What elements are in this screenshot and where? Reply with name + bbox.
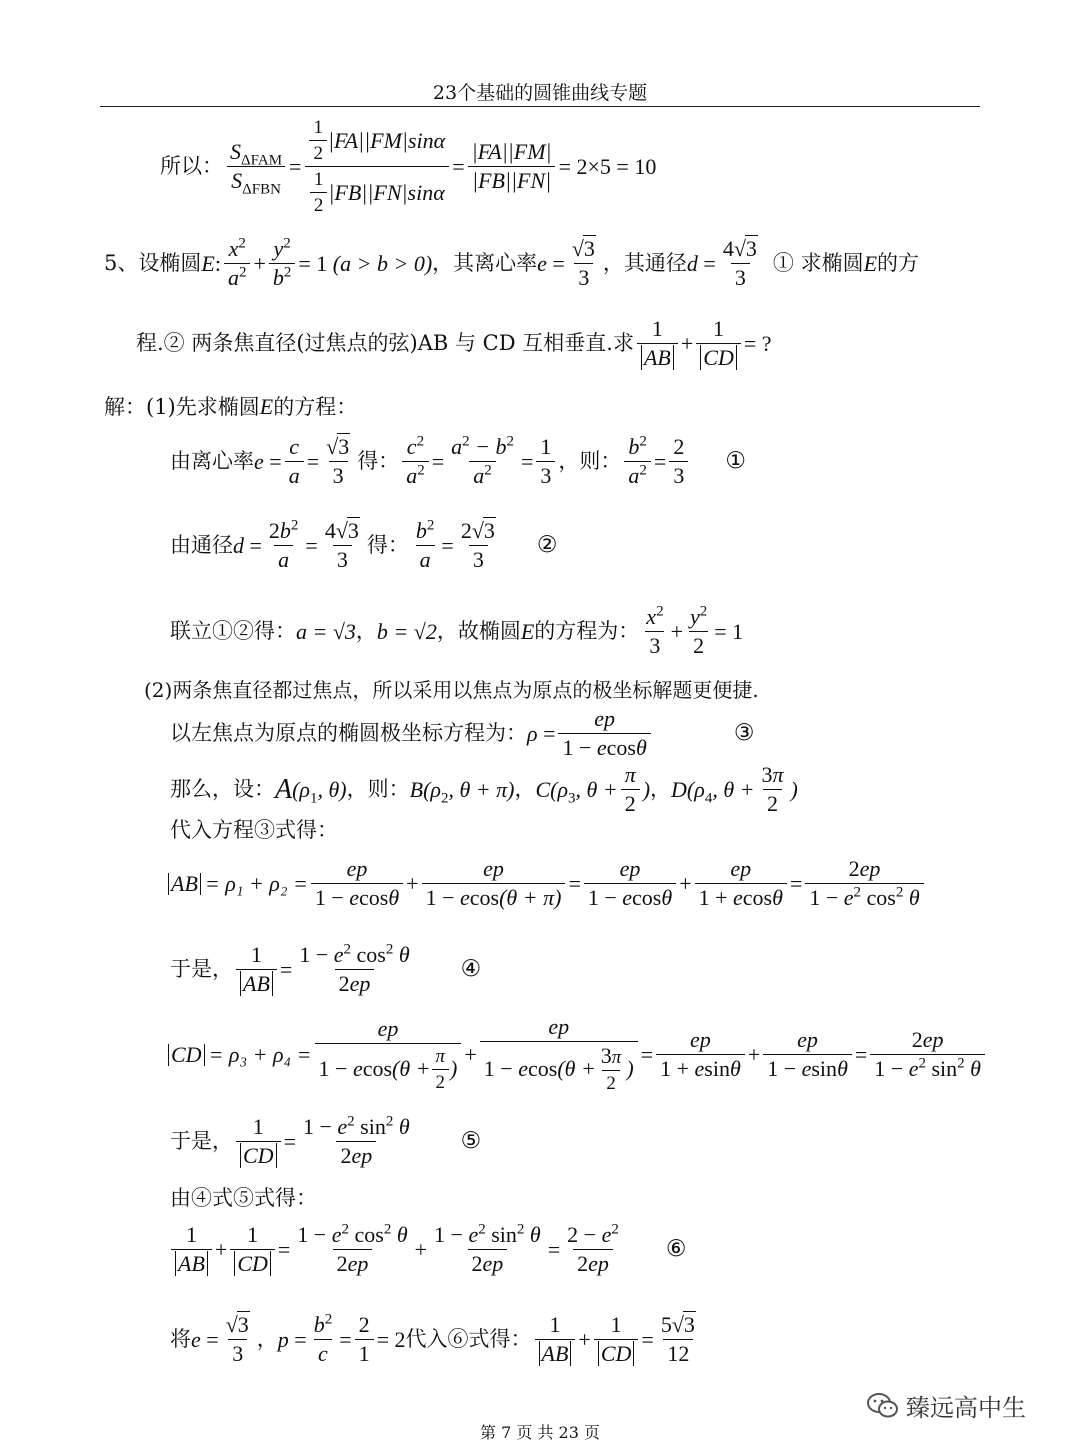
ratio-result: = 2×5 = 10 [558, 153, 657, 179]
solution-intro: 解：(1)先求椭圆 E 的方程： [104, 394, 358, 419]
wechat-icon [866, 1391, 900, 1421]
watermark: 臻远高中生 [866, 1388, 1026, 1423]
final-answer: 将 e = $\frac{√3}{3}$ ， p = $\frac{b^2}{c}$ = $\frac{2}{1}$ = 2 代入⑥式得： $\frac{1}{AB}$ + $\frac{1}{CD}$ = $\frac{5√3}{12}$ [170, 1311, 695, 1366]
from-4-5-label: 由④式⑤式得： [170, 1186, 317, 1210]
marker-2: ② [536, 532, 558, 558]
header-rule [100, 106, 980, 107]
area-ratio-equation: 所以： $\frac{S_{\Delta FAM}}{S_{\Delta FBN}}$ = $\frac{1}{2}$ |FA||FM|sinα $\frac{1}{2}$ |FB||FN|sinα = $\frac{|FA||FM|}{|FB||FN|}$ = 2×5 = 10 [160, 117, 657, 216]
marker-5: ⑤ [460, 1128, 482, 1154]
eccentricity-derivation: 由离心率 e = $\frac{c}{a}$ = $\frac{√3}{3}$ 得： $\frac{c^2}{a^2}$ = $\frac{a^2 - b^2}{a^2}$ = $\frac{1}{3}$ ，则： $\frac{b^2}{a^2}$ = $\frac{2}{3}$ ① [170, 433, 746, 488]
area-ratio-fraction: $\frac{S_{\Delta FAM}}{S_{\Delta FBN}}$ [226, 141, 286, 192]
marker-1: ① [725, 448, 746, 474]
page-header: 23个基础的圆锥曲线专题 [432, 82, 648, 104]
cd-length-expansion: CD = ρ₃ + ρ₄ = ep 1 − e cos (θ + $\frac{\pi}{2}$ ) + ep 1 − e cos (θ + $\frac{3\pi}{2}$ ) = $\frac{ep}{1 + esin\theta}$ + $\frac{ep}{1 - esin\theta}$ = $\frac{2ep}{1 - e^2 \sin^2 \theta}$ [168, 1016, 988, 1093]
so-label: 所以： [160, 154, 223, 178]
polar-equation: 以左焦点为原点的椭圆极坐标方程为： ρ = $\frac{ep}{1 - ecos\theta}$ ③ [170, 706, 755, 760]
ab-length-expansion: AB = ρ₁ + ρ₂ = $\frac{ep}{1 - ecos\theta}$ + $\frac{ep}{1 - ecos(\theta + \pi)}$ = $\frac{ep}{1 - ecos\theta}$ + $\frac{ep}{1 + ecos\theta}$ = $\frac{2ep}{1 - e^2 \cos^2 \theta}$ [168, 858, 927, 909]
part-2-intro: (2)两条焦直径都过焦点，所以采用以焦点为原点的极坐标解题更便捷. [144, 678, 759, 702]
reciprocal-ab: 于是， $\frac{1}{AB}$ = $\frac{1 - e^2 \cos^2 \theta}{2ep}$ ④ [170, 941, 482, 996]
sine-area-fraction: $\frac{1}{2}$ |FA||FM|sinα $\frac{1}{2}$ |FB||FN|sinα [304, 118, 449, 215]
marker-6: ⑥ [665, 1236, 687, 1262]
substitute-label: 代入方程③式得： [170, 818, 338, 842]
reciprocal-sum: $\frac{1}{AB}$ + $\frac{1}{CD}$ = $\frac{1 - e^2 \cos^2 \theta}{2ep}$ + $\frac{1 - e^2 \sin^2 \theta}{2ep}$ = $\frac{2 - e^2}{2ep}$ ⑥ [168, 1224, 686, 1275]
reciprocal-cd: 于是， $\frac{1}{CD}$ = $\frac{1 - e^2 \sin^2 \theta}{2ep}$ ⑤ [170, 1113, 482, 1168]
marker-3: ③ [733, 720, 755, 746]
problem-5-question: 程.② 两条焦直径(过焦点的弦)AB 与 CD 互相垂直.求 $\frac{1}{AB}$ + $\frac{1}{CD}$ = ? [136, 316, 772, 370]
page-footer: 第 7 页 共 23 页 [480, 1423, 600, 1442]
problem-number: 5、 [104, 251, 139, 275]
problem-5-statement: 5、 设椭圆 E : $\frac{x^2}{a^2}$ + $\frac{y^2}{b^2}$ = 1 (a > b > 0) ，其离心率 e = $\frac{√3}{3}$ ，其通径 d = $\frac{4√3}{3}$ ① 求椭圆 E 的方 [104, 235, 920, 290]
marker-4: ④ [460, 956, 482, 982]
length-ratio-fraction: $\frac{|FA||FM|}{|FB||FN|}$ [468, 141, 556, 192]
ellipse-equation-result: 联立①②得： a = √3 ， b = √2 ，故椭圆 E 的方程为： $\frac{x^2}{3}$ + $\frac{y^2}{2}$ = 1 [170, 603, 744, 658]
latus-rectum-derivation: 由通径 d = $\frac{2b^2}{a}$ = $\frac{4√3}{3}$ 得： $\frac{b^2}{a}$ = $\frac{2√3}{3}$ ② [170, 517, 558, 572]
point-definitions: 那么，设： A ($\rho_1$, θ) ，则： $B(\rho_2$, θ + π) ， $C(\rho_3$, θ + $\frac{\pi}{2}$ ) ， $D(\rho_4$, θ + $\frac{3\pi}{2}$ ) [170, 762, 798, 816]
